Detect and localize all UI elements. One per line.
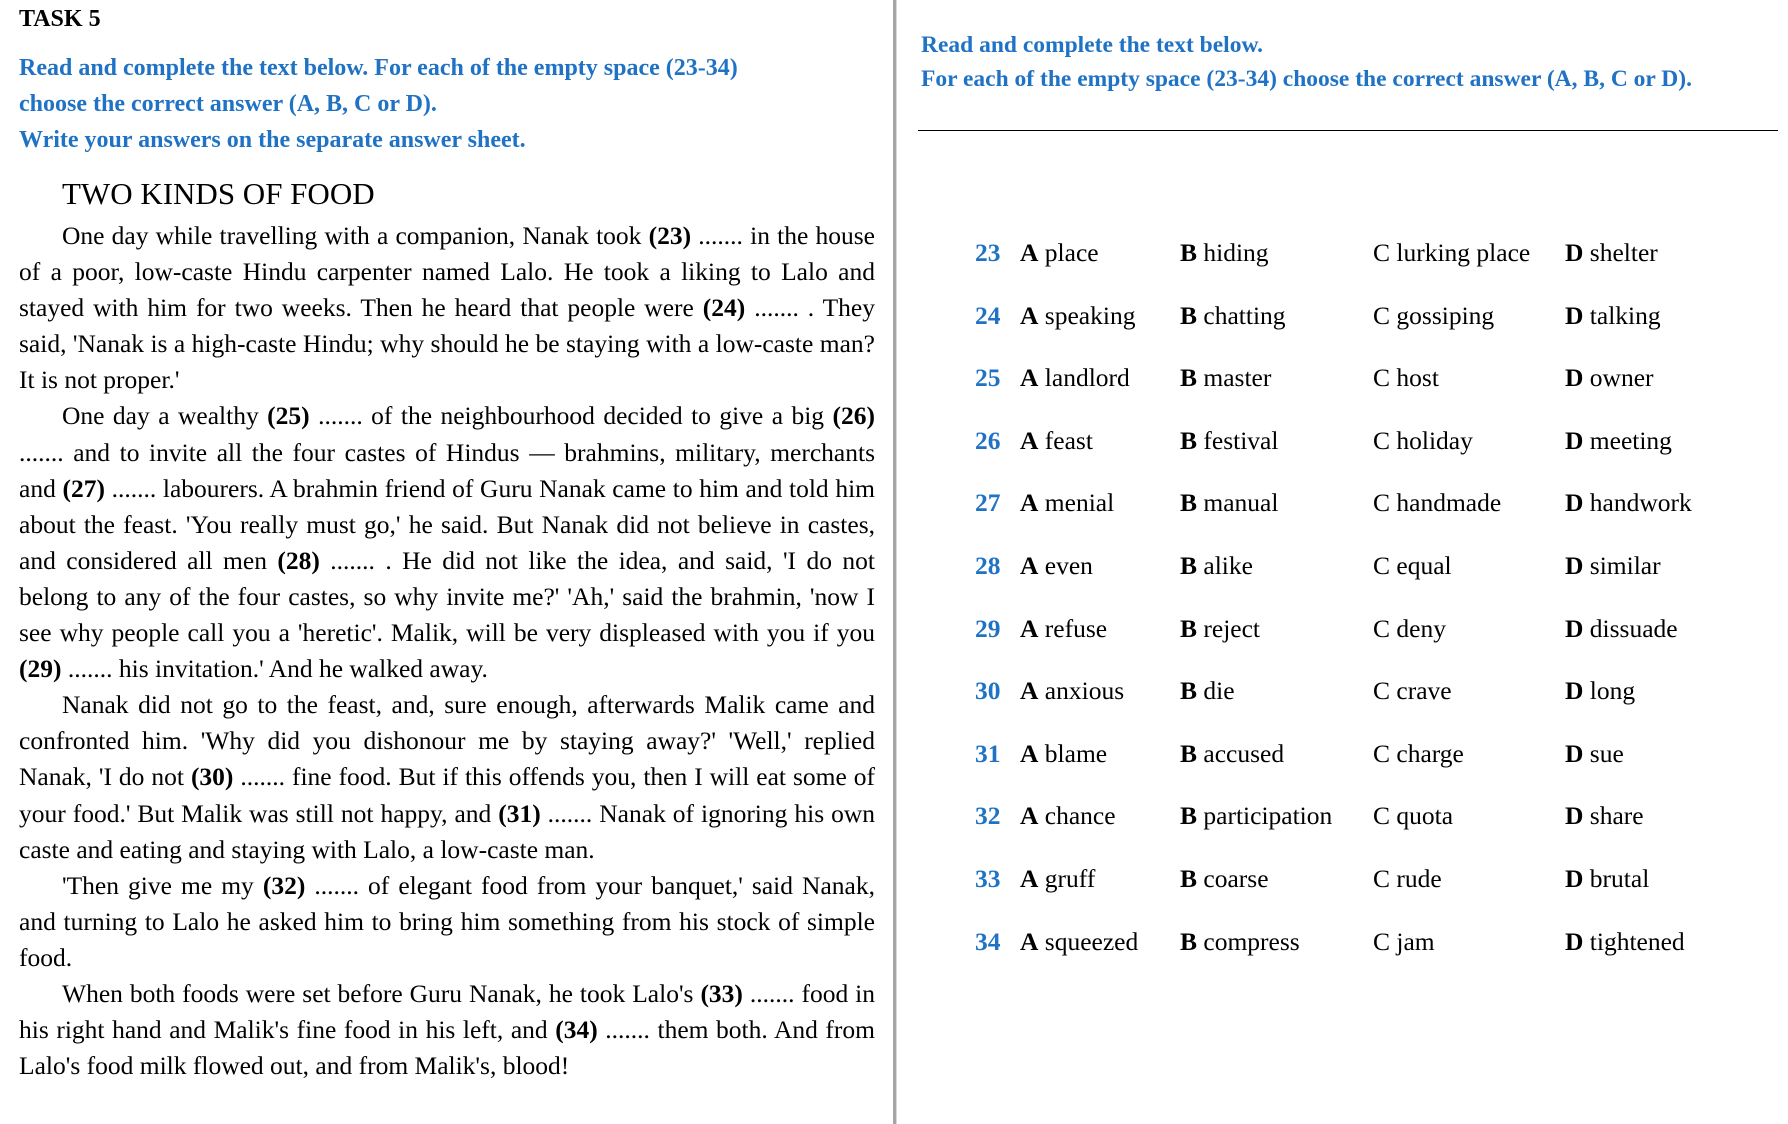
passage-segment: Nanak did not go to the feast, and, sure enough, afterwards Malik came and confronted him. 'Why did you dishonour me by staying away?' 'Well,' replied Nanak, 'I do not [19,690,875,792]
option-text: charge [1396,738,1464,768]
option-letter: A [1020,613,1039,643]
instruction-line: Read and complete the text below. For each of the empty space (23-34) [19,55,738,81]
passage-segment: 'Then give me my [62,870,263,900]
option-text: handmade [1396,488,1502,518]
passage-paragraph [19,868,875,976]
question-number: 27 [975,488,1001,518]
gap-number: (29) [19,654,62,684]
option-a[interactable] [1020,426,1093,456]
question-number: 23 [975,238,1001,267]
option-text: rude [1396,864,1442,893]
passage-segment: ....... fine food. But if this offends you, then I will eat some of your food.' But Malik was still not happy, and [19,762,875,828]
option-letter: B [1180,238,1198,267]
option-text: reject [1203,613,1261,643]
option-letter: D [1565,738,1584,768]
option-text: holiday [1396,425,1473,455]
option-letter: D [1565,551,1584,580]
option-letter: B [1180,551,1198,580]
question-number: 24 [975,300,1001,330]
option-b[interactable] [1180,614,1260,644]
gap-number: (31) [498,798,541,828]
option-letter: C [1373,551,1391,580]
option-b[interactable] [1180,301,1286,331]
option-c[interactable] [1373,864,1442,894]
option-text: squeezed [1044,926,1139,956]
option-a[interactable] [1020,927,1138,957]
option-d[interactable] [1565,301,1661,331]
option-a[interactable] [1020,301,1135,331]
option-d[interactable] [1565,238,1658,268]
option-d[interactable] [1565,739,1624,769]
option-letter: D [1565,300,1584,330]
option-letter: A [1020,551,1039,580]
option-letter: C [1373,488,1391,518]
question-number: 30 [975,676,1001,706]
gap-number: (30) [190,762,234,792]
option-text: handwork [1589,488,1692,518]
option-letter: B [1180,926,1198,956]
right-instruction-line: Read and complete the text below. [921,32,1264,58]
option-letter: C [1373,300,1391,330]
option-letter: B [1180,738,1198,768]
passage-segment: ....... of elegant food from your banquet,' said Nanak, and turning to Lalo he asked him to bring him something from his stock of simple food. [19,870,875,972]
option-a[interactable] [1020,676,1124,706]
option-text: dissuade [1589,613,1678,643]
option-c[interactable] [1373,426,1473,456]
option-letter: A [1020,363,1039,393]
option-b[interactable] [1180,801,1332,831]
option-a[interactable] [1020,864,1095,894]
option-letter: B [1180,425,1198,455]
option-d[interactable] [1565,927,1685,957]
option-letter: C [1373,676,1391,706]
option-text: gruff [1044,864,1096,893]
option-letter: B [1180,488,1198,518]
option-c[interactable] [1373,551,1452,581]
option-letter: B [1180,613,1198,643]
passage-paragraph [19,687,875,867]
option-c[interactable] [1373,301,1494,331]
option-letter: A [1020,926,1039,956]
option-letter: A [1020,300,1039,330]
option-letter: C [1373,801,1391,831]
option-d[interactable] [1565,676,1635,706]
option-letter: D [1565,801,1584,831]
passage-segment: ....... Nanak of ignoring his own caste and eating and staying with Lalo, a low-caste man. [19,798,875,864]
option-letter: C [1373,864,1391,893]
option-text: alike [1203,551,1253,580]
option-text: menial [1044,488,1115,518]
gap-number: (26) [832,401,875,431]
passage-segment: ....... . He did not like the idea, and said, 'I do not belong to any of the four castes, so why invite me?' 'Ah,' said the brahmin, 'now I see why people call you a 'heretic'. Malik, will be very displeased with you if you [19,545,875,648]
story-title: TWO KINDS OF FOOD [62,176,375,211]
option-text: meeting [1589,425,1672,455]
horizontal-rule [918,130,1778,131]
option-d[interactable] [1565,488,1692,518]
gap-number: (32) [262,870,306,900]
option-letter: D [1565,363,1584,393]
option-text: share [1589,801,1644,831]
option-letter: A [1020,676,1039,706]
option-d[interactable] [1565,864,1649,894]
option-b[interactable] [1180,927,1300,957]
gap-number: (25) [267,401,310,431]
option-letter: A [1020,488,1039,518]
option-c[interactable] [1373,488,1501,518]
option-a[interactable] [1020,551,1093,581]
option-text: even [1044,551,1093,580]
option-text: shelter [1589,238,1658,267]
option-letter: B [1180,300,1198,330]
option-a[interactable] [1020,614,1107,644]
option-c[interactable] [1373,739,1464,769]
option-c[interactable] [1373,801,1453,831]
option-text: long [1589,676,1636,706]
option-text: compress [1203,926,1300,956]
option-text: crave [1396,676,1452,706]
option-text: tightened [1589,926,1685,956]
option-text: quota [1396,801,1454,831]
gap-number: (28) [277,545,320,575]
option-text: hiding [1203,238,1269,267]
gap-number: (27) [62,473,105,503]
option-letter: A [1020,864,1039,893]
option-a[interactable] [1020,238,1099,268]
passage-segment: ....... food in his right hand and Malik's fine food in his left, and [19,978,876,1045]
passage-segment: ....... and to invite all the four castes of Hindus — brahmins, military, merchants and [19,437,875,503]
option-text: deny [1396,613,1446,643]
option-d[interactable] [1565,801,1644,831]
passage-segment: When both foods were set before Guru Nanak, he took Lalo's [62,978,701,1008]
question-number: 33 [975,864,1001,893]
option-text: equal [1396,551,1452,580]
question-number: 25 [975,363,1001,393]
question-number: 31 [975,738,1001,768]
option-letter: D [1565,488,1584,518]
option-a[interactable] [1020,363,1130,393]
instruction-line: Write your answers on the separate answer sheet. [19,127,526,153]
option-b[interactable] [1180,488,1278,518]
option-text: master [1203,363,1272,393]
passage-segment: ....... of the neighbourhood decided to give a big [309,401,833,431]
option-letter: C [1373,238,1391,267]
passage-paragraph [19,398,875,687]
option-text: accused [1203,738,1285,768]
option-text: blame [1044,738,1108,768]
gap-number: (23) [648,221,692,250]
option-text: host [1396,363,1439,393]
option-letter: B [1180,864,1198,893]
passage-segment: ....... . They said, 'Nanak is a high-caste Hindu; why should he be staying with a low-caste man? It is not proper.' [19,293,875,395]
option-text: chance [1044,801,1116,831]
option-text: anxious [1044,676,1125,706]
option-letter: B [1180,363,1198,393]
right-instruction-line: For each of the empty space (23-34) choose the correct answer (A, B, C or D). [921,66,1692,92]
option-letter: D [1565,864,1584,893]
option-c[interactable] [1373,363,1439,393]
instruction-line: choose the correct answer (A, B, C or D). [19,91,437,117]
option-a[interactable] [1020,739,1107,769]
option-b[interactable] [1180,676,1235,706]
option-text: place [1044,238,1099,267]
passage-segment: ....... his invitation.' And he walked away. [61,654,488,684]
option-letter: C [1373,425,1391,455]
passage-segment: One day a wealthy [62,401,268,431]
option-letter: C [1373,613,1391,643]
option-letter: C [1373,926,1391,956]
option-text: similar [1589,551,1661,580]
option-letter: D [1565,238,1584,267]
question-number: 32 [975,801,1001,831]
option-letter: B [1180,801,1198,831]
option-text: talking [1589,300,1661,330]
option-letter: A [1020,801,1039,831]
option-text: landlord [1044,363,1130,393]
option-letter: C [1373,738,1391,768]
question-number: 34 [975,926,1001,956]
passage-panel [0,0,893,1124]
passage-segment: ....... labourers. A brahmin friend of Guru Nanak came to him and told him about the feast. 'You really must go,' he said. But Nanak did not believe in castes, and considered all men [19,473,875,575]
option-letter: A [1020,738,1039,768]
option-d[interactable] [1565,363,1654,393]
gap-number: (24) [702,293,746,323]
option-d[interactable] [1565,614,1678,644]
option-text: sue [1589,738,1624,768]
option-letter: D [1565,926,1584,956]
option-c[interactable] [1373,238,1530,268]
gap-number: (34) [555,1015,598,1045]
option-text: die [1203,676,1235,706]
option-text: refuse [1044,613,1108,643]
option-letter: C [1373,363,1391,393]
passage-text [19,218,875,1084]
option-text: lurking place [1396,238,1531,267]
option-b[interactable] [1180,551,1253,581]
option-text: chatting [1203,300,1286,330]
option-letter: D [1565,425,1584,455]
option-text: festival [1203,425,1279,455]
option-letter: D [1565,613,1584,643]
option-d[interactable] [1565,426,1672,456]
option-letter: A [1020,238,1039,267]
option-letter: D [1565,676,1584,706]
option-c[interactable] [1373,676,1452,706]
option-text: manual [1203,488,1279,518]
option-a[interactable] [1020,801,1116,831]
passage-segment: ....... in the house of a poor, low-caste Hindu carpenter named Lalo. He took a liking to Lalo and stayed with him for two weeks. Then he heard that people were [19,221,875,323]
option-text: feast [1044,425,1093,455]
option-b[interactable] [1180,238,1269,268]
option-d[interactable] [1565,551,1661,581]
option-text: coarse [1203,864,1269,893]
option-text: jam [1396,926,1435,956]
option-b[interactable] [1180,363,1271,393]
option-text: speaking [1044,300,1136,330]
passage-segment: ....... them both. And from Lalo's food milk flowed out, and from Malik's, blood! [19,1015,875,1081]
option-letter: A [1020,425,1039,455]
option-letter: B [1180,676,1198,706]
question-number: 28 [975,551,1001,580]
option-text: brutal [1589,864,1650,893]
option-b[interactable] [1180,426,1278,456]
option-text: participation [1203,801,1333,831]
panel-divider[interactable] [893,0,897,1124]
option-b[interactable] [1180,864,1269,894]
question-number: 26 [975,425,1001,455]
option-text: gossiping [1396,300,1495,330]
option-c[interactable] [1373,927,1435,957]
passage-segment: One day while travelling with a companion, Nanak took [62,221,649,250]
option-a[interactable] [1020,488,1114,518]
gap-number: (33) [700,978,743,1008]
option-b[interactable] [1180,739,1284,769]
task-title: TASK 5 [19,6,101,32]
passage-paragraph [19,976,875,1084]
passage-paragraph [19,218,875,398]
question-number: 29 [975,613,1001,643]
option-text: owner [1589,363,1654,393]
option-c[interactable] [1373,614,1446,644]
